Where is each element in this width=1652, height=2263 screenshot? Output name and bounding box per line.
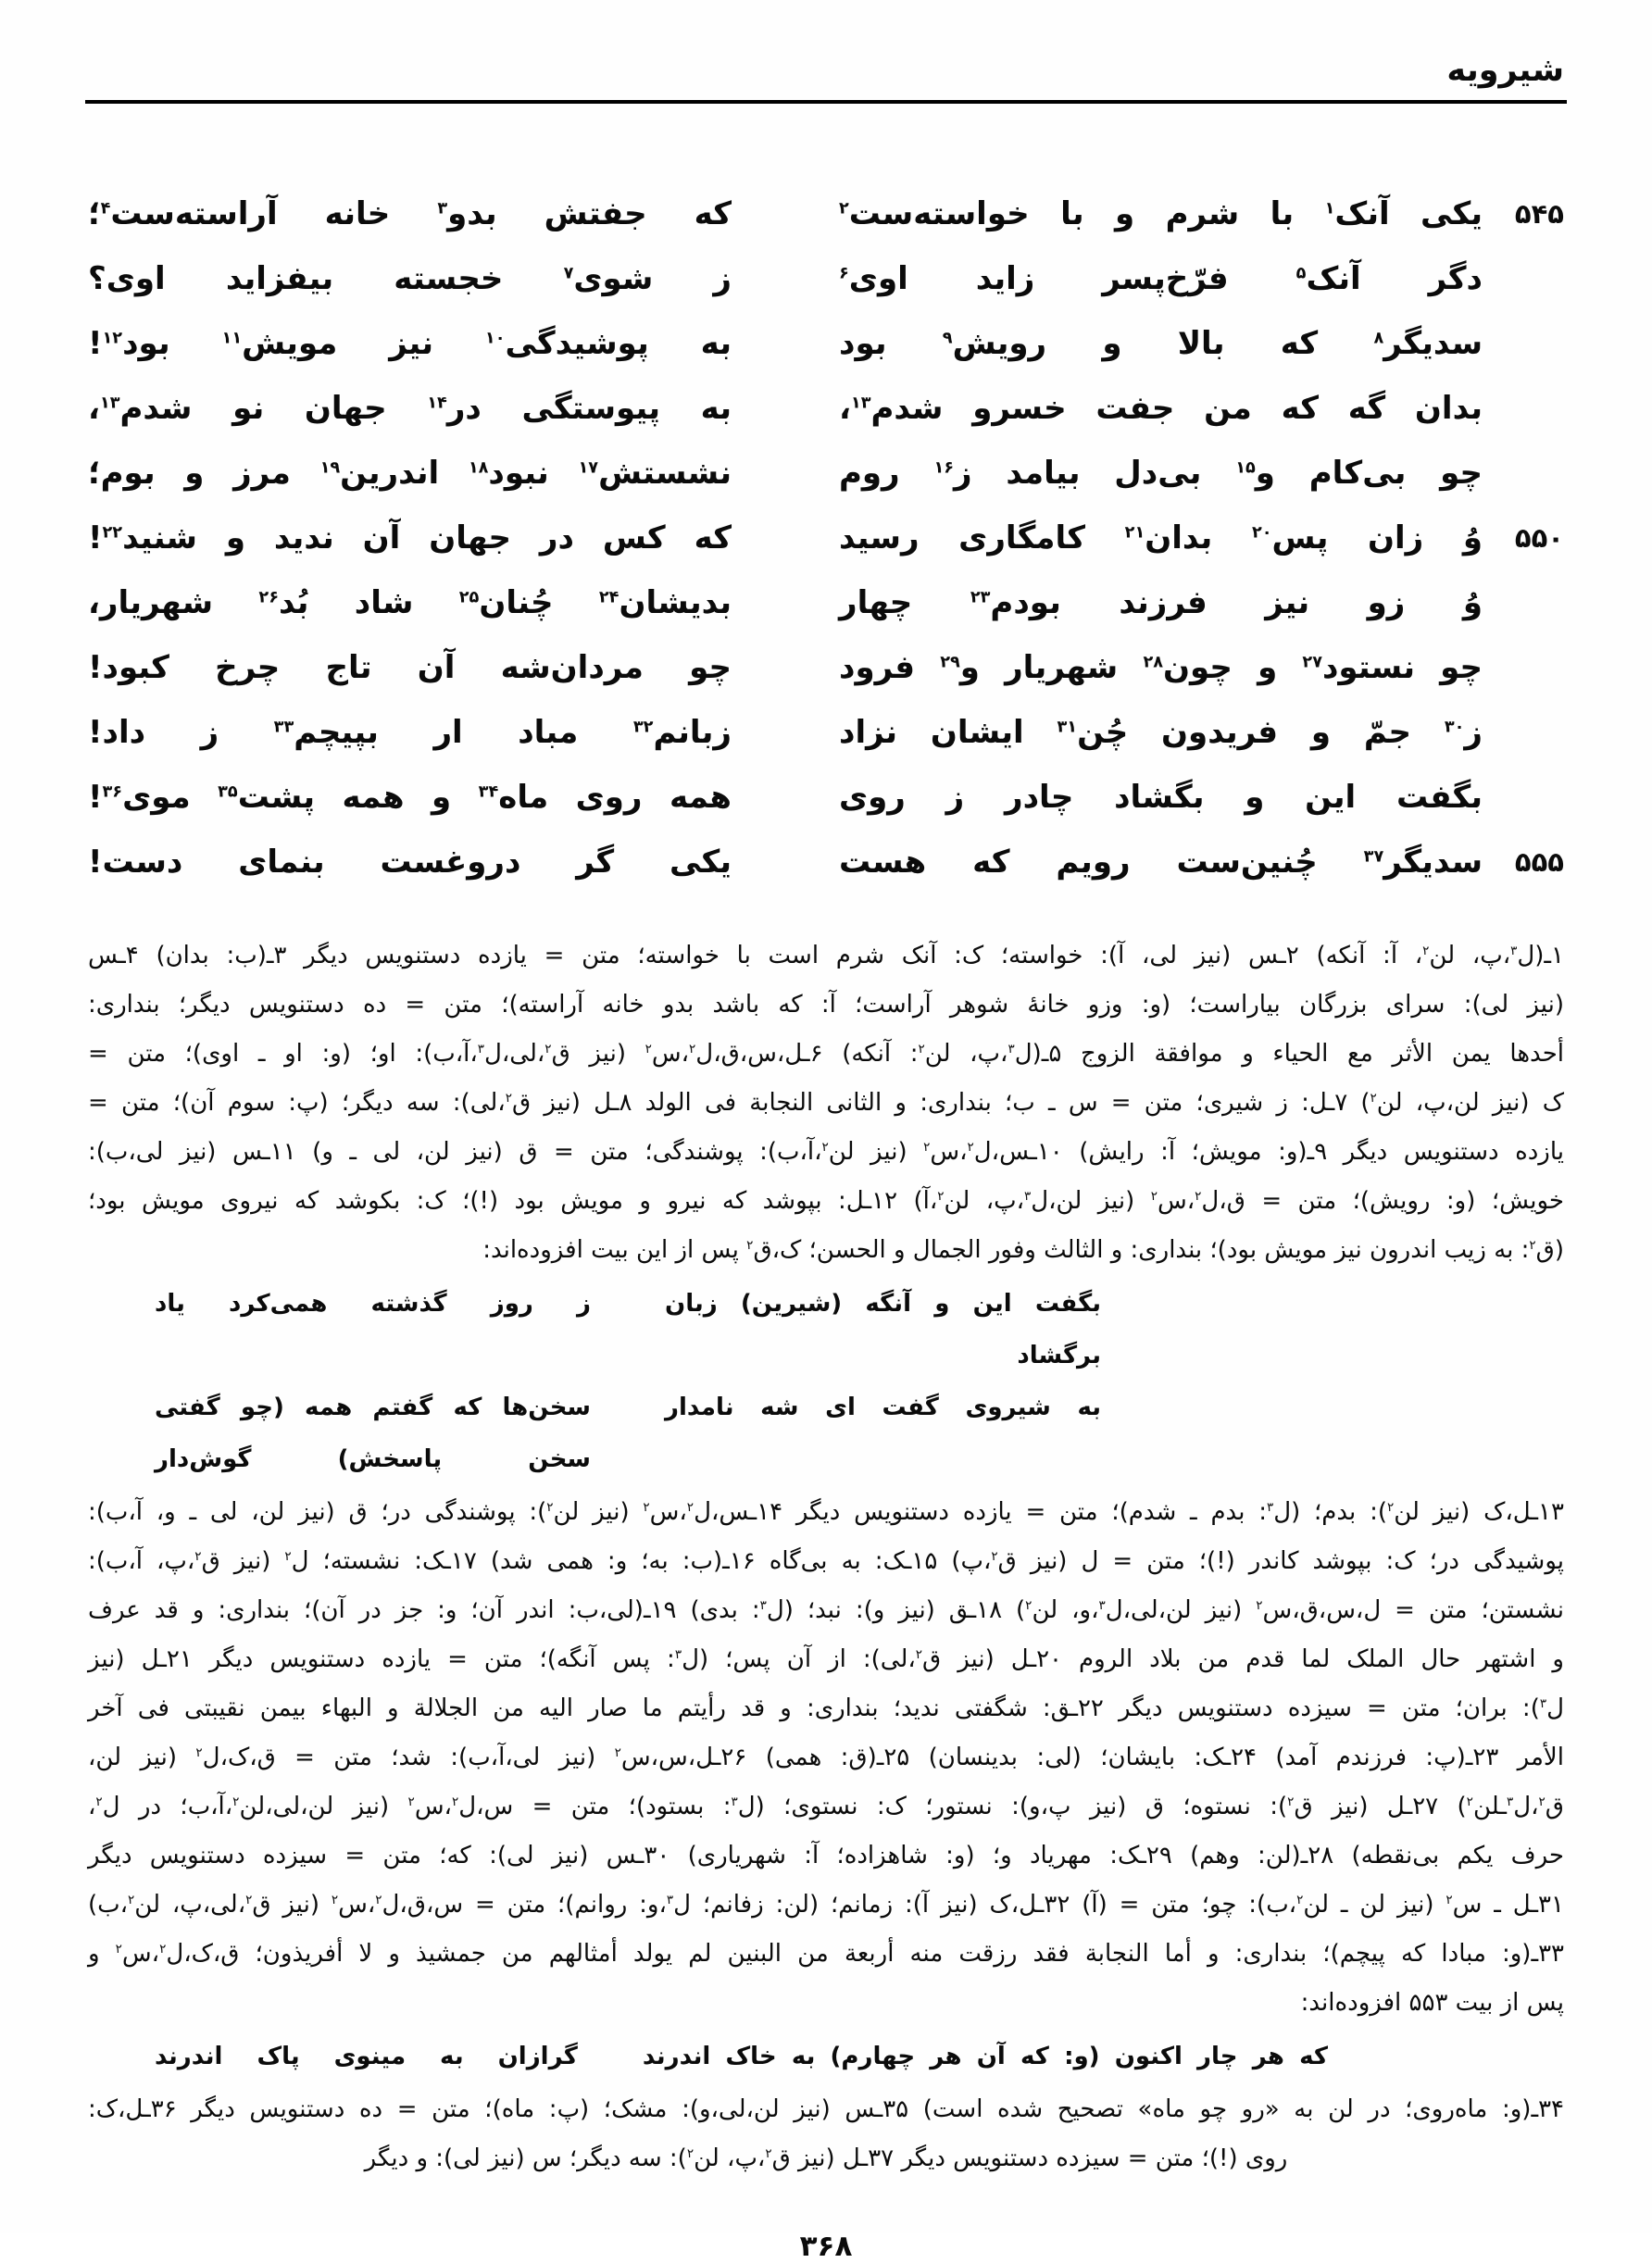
header-rule: [85, 100, 1567, 104]
verse-number: [1483, 441, 1564, 506]
hemistich-left: چو مردان‌شه آن تاج چرخ کبود!: [88, 649, 732, 686]
apparatus-line: أحدها یمن الأثر مع الحیاء و موافقة الزوج ۵ـ(ل$^۳$،پ، لن$^۲$: آنکه) ۶ـل،س،ق،ل$^۲$،س$^۲$ (نیز ق$^۲$،لی،ل$^۳$،آ،ب): او؛ (و: او ـ اوی)؛ متن =: [88, 1040, 1564, 1068]
verse-row: [88, 635, 1564, 700]
hemistich-left: نشستش$^{۱۷}$ نبود$^{۱۸}$ اندرین$^{۱۹}$ مرز و بوم؛: [88, 455, 732, 492]
verse-row: [88, 441, 1564, 506]
apparatus-paragraph-1: [88, 931, 1564, 1275]
apparatus-line: ۱ـ(ل$^۳$،پ، لن$^۲$، آ: آنکه) ۲ـس (نیز لی، آ): خواسته؛ ک: آنک شرم است با خواسته؛ متن = یازده دستنویس دیگر ۳ـ(ب: بدان) ۴ـس: [88, 942, 1564, 969]
apparatus-section: [88, 931, 1564, 2183]
apparatus-line: یازده دستنویس دیگر ۹ـ(و: مویش؛ آ: رایش) ۱۰ـس،ل$^۲$،س$^۲$ (نیز لن$^۲$،آ،ب): پوشندگی؛ متن = ق (نیز لن، لی ـ و) ۱۱ـس (نیز لی،ب):: [88, 1138, 1564, 1166]
verse-number: [1483, 376, 1564, 441]
hemistich-right: چو نستود$^{۲۷}$ و چون$^{۲۸}$ شهریار و$^{۲۹}$ فرود: [839, 649, 1483, 686]
quoted-verse-row: [155, 2031, 1328, 2082]
hemistich-left: بدیشان$^{۲۴}$ چُنان$^{۲۵}$ شاد بُد$^{۲۶}$ شهریار،: [88, 584, 732, 621]
verse-row: [88, 830, 1564, 894]
apparatus-line: و اشتهر حال الملک لما قدم من بلاد الروم ۲۰ـل (نیز ق$^۲$،لی): از آن پس؛ (ل$^۳$: پس آنگه)؛ متن = یازده دستنویس دیگر ۲۱ـل (نیز: [88, 1645, 1564, 1673]
apparatus-line: ل$^۳$): بران؛ متن = سیزده دستنویس دیگر ۲۲ـق: شگفتی ندید؛ بنداری: و قد رأیتم ما صار الیه من الجلالة و البهاء بیمن نقیبتی فی آخر: [88, 1694, 1564, 1722]
apparatus-line: ۱۳ـل،ک (نیز لن$^۲$): بدم؛ (ل$^۳$: بدم ـ شدم)؛ متن = یازده دستنویس دیگر ۱۴ـس،ل$^۲$،س$^۲$ (نیز لن$^۲$): پوشندگی در؛ ق (نیز لن، لی ـ و، آ،ب):: [88, 1498, 1564, 1526]
apparatus-line: ۳۳ـ(و: مبادا که پیچم)؛ بنداری: و أما النجابة فقد رزقت منه أربعة من البنین لم یولد أمثالهم من جمشیذ و لا أفریذون؛ ق،ک،ل$^۲$،س$^۲$ و: [88, 1940, 1564, 1968]
apparatus-line: پس از بیت ۵۵۳ افزوده‌اند:: [1300, 1989, 1564, 2017]
hemistich-left: زبانم$^{۳۲}$ مباد ار بپیچم$^{۳۳}$ ز داد!: [88, 714, 732, 751]
apparatus-line: حرف یکم بی‌نقطه) ۲۸ـ(لن: وهم) ۲۹ـک: مهریاد و؛ (و: شاهزاده؛ آ: شهریاری) ۳۰ـس (نیز لی): که؛ متن = سیزده دستنویس دیگر: [88, 1842, 1564, 1869]
hemistich-right: سدیگر$^۸$ که بالا و رویش$^۹$ بود: [839, 325, 1483, 362]
hemistich-left: به پیوستگی در$^{۱۴}$ جهان نو شدم$^{۱۳}$،: [88, 390, 732, 427]
quoted-hemistich-left: سخن‌ها که گفتم همه (چو گفتی سخن پاسخش) گوش‌دار: [155, 1394, 591, 1473]
verse-number: ۵۴۵: [1514, 198, 1564, 230]
verse-row: [88, 376, 1564, 441]
apparatus-line: (نیز لی): سرای بزرگان بیاراست؛ (و: وزو خانهٔ شوهر آراست؛ آ: که باشد بدو خانه آراسته)؛ متن = ده دستنویس دیگر؛ بنداری:: [88, 991, 1564, 1019]
verse-number: ۵۵۵: [1514, 846, 1564, 878]
hemistich-left: که جفتش بدو$^۳$ خانه آراسته‌ست$^۴$؛: [88, 195, 732, 232]
apparatus-line: ک (نیز لن،پ، لن$^۲$) ۷ـل: ز شیری؛ متن = س ـ ب؛ بنداری: و الثانی النجابة فی الولد ۸ـل (نیز ق$^۲$،لی): سه دیگر؛ (پ: سوم آن)؛ متن =: [88, 1089, 1564, 1117]
verse-row: [88, 181, 1564, 246]
hemistich-left: به پوشیدگی$^{۱۰}$ نیز مویش$^{۱۱}$ بود$^{۱۲}$!: [88, 325, 732, 362]
hemistich-right: دگر آنک$^۵$ فرّخ‌پسر زاید اوی$^۶$: [839, 260, 1483, 297]
apparatus-line: نشستن؛ متن = ل،س،ق،س$^۲$ (نیز لن،لی،ل$^۳$،و، لن$^۲$) ۱۸ـق (نیز و): نبد؛ (ل$^۳$: بدی) ۱۹ـ(لی،ب: اندر آن؛ و: جز در آن)؛ بنداری: و قد عرف: [88, 1596, 1564, 1624]
apparatus-line: ۳۱ـل ـ س$^۲$ (نیز لن ـ لن$^۲$،ب): چو؛ متن = (آ) ۳۲ـل،ک (نیز آ): زمانم؛ (لن: زفانم؛ ل$^۳$،و: روانم)؛ متن = س،ق،ل$^۲$،س$^۲$ (نیز ق$^۲$،لی،پ، لن$^۲$،ب): [88, 1891, 1564, 1919]
apparatus-line: خویش؛ (و: رویش)؛ متن = ق،ل$^۲$،س$^۲$ (نیز لن،ل$^۳$،پ، لن$^۲$،آ) ۱۲ـل: بپوشد که نیرو و مویش بود (!)؛ ک: بکوشد که نیروی مویش بود؛: [88, 1187, 1564, 1215]
verse-number: [1483, 635, 1564, 700]
hemistich-right: بگفت این و بگشاد چادر ز روی: [839, 779, 1483, 816]
page-footer: [0, 2230, 1652, 2263]
apparatus-line: (ق$^۲$: به زیب اندرون نیز مویش بود)؛ بنداری: و الثالث وفور الجمال و الحسن؛ ک،ق$^۲$ پس از این بیت افزوده‌اند:: [482, 1236, 1564, 1264]
verse-number: [1483, 700, 1564, 765]
quoted-verse-row: [155, 1382, 1101, 1485]
page-number: ۳۶۸: [799, 2230, 853, 2263]
verse-row: [88, 506, 1564, 570]
quoted-verse-row: [155, 1278, 1101, 1382]
hemistich-left: یکی گر دروغست بنمای دست!: [88, 844, 732, 881]
page-header: [0, 0, 1652, 100]
verse-row: [88, 700, 1564, 765]
hemistich-left: ز شوی$^۷$ خجسته بیفزاید اوی؟: [88, 260, 732, 297]
verse-number: [1483, 570, 1564, 635]
hemistich-right: وُ زان پس$^{۲۰}$ بدان$^{۲۱}$ کامگاری رسید: [839, 519, 1483, 556]
hemistich-right: وُ زو نیز فرزند بودم$^{۲۳}$ چهار: [839, 584, 1483, 621]
apparatus-quoted-couplet-1: [88, 1278, 1564, 1485]
poem-section: [88, 181, 1564, 894]
verse-row: [88, 765, 1564, 830]
verse-number: [1483, 246, 1564, 311]
verse-row: [88, 570, 1564, 635]
hemistich-right: یکی آنک$^۱$ با شرم و با خواسته‌ست$^۲$: [839, 195, 1483, 232]
apparatus-paragraph-3: [88, 2085, 1564, 2183]
hemistich-left: که کس در جهان آن ندید و شنید$^{۲۲}$!: [88, 519, 732, 556]
quoted-hemistich-left: گرازان به مینوی پاک اندرند: [155, 2043, 578, 2070]
apparatus-paragraph-2: [88, 1488, 1564, 2028]
apparatus-line: ۳۴ـ(و: ماه‌روی؛ در لن به «رو چو ماه» تصحیح شده است) ۳۵ـس (نیز لن،لی،و): مشک؛ (پ: ماه)؛ متن = ده دستنویس دیگر ۳۶ـل،ک:: [88, 2095, 1564, 2123]
apparatus-line: الأمر ۲۳ـ(پ: فرزندم آمد) ۲۴ـک: بایشان؛ (لی: بدینسان) ۲۵ـ(ق: همی) ۲۶ـل،س،س$^۲$ (نیز لی،آ،ب): شد؛ متن = ق،ک،ل$^۲$ (نیز لن،: [88, 1744, 1564, 1771]
quoted-hemistich-right: که هر چار اکنون (و: که آن هر چهارم) به خاک اندرند: [642, 2043, 1328, 2070]
apparatus-line: ق$^۲$،ل$^۳$ـلن$^۲$) ۲۷ـل (نیز ق$^۲$): نستوه؛ ق (نیز پ،و): نستور؛ ک: نستوی؛ (ل$^۳$: بستود)؛ متن = س،ل$^۲$،س$^۲$ (نیز لن،لی،لن$^۲$،آ،ب؛ در ل$^۲$،: [88, 1793, 1564, 1820]
running-header-title: شیرویه: [1446, 52, 1564, 89]
hemistich-right: ز$^{۳۰}$ جمّ و فریدون چُن$^{۳۱}$ ایشان نزاد: [839, 714, 1483, 751]
hemistich-right: سدیگر$^{۳۷}$ چُنین‌ست رویم که هست: [839, 844, 1483, 881]
apparatus-quoted-couplet-2: [88, 2031, 1564, 2082]
verse-row: [88, 246, 1564, 311]
quoted-hemistich-right: بگفت این و آنگه (شیرین) زبان برگشاد: [665, 1290, 1101, 1369]
quoted-hemistich-left: ز روز گذشته همی‌کرد یاد: [155, 1290, 591, 1318]
apparatus-line: روی (!)؛ متن = سیزده دستنویس دیگر ۳۷ـل (نیز ق$^۲$،پ، لن$^۲$): سه دیگر؛ س (نیز لی): و دیگر: [364, 2144, 1288, 2172]
verse-number: ۵۵۰: [1514, 522, 1564, 554]
hemistich-right: بدان گه که من جفت خسرو شدم$^{۱۳}$،: [839, 390, 1483, 427]
hemistich-left: همه روی ماه$^{۳۴}$ و همه پشت$^{۳۵}$ موی$^{۳۶}$!: [88, 779, 732, 816]
quoted-hemistich-right: به شیروی گفت ای شه نامدار: [665, 1394, 1101, 1421]
apparatus-line: پوشیدگی در؛ ک: بپوشد کاندر (!)؛ متن = ل (نیز ق$^۲$،پ) ۱۵ـک: به بی‌گاه ۱۶ـ(ب: به؛ و: همی شد) ۱۷ـک: نشسته؛ ل$^۲$ (نیز ق$^۲$،پ، آ،ب):: [88, 1547, 1565, 1575]
hemistich-right: چو بی‌کام و$^{۱۵}$ بی‌دل بیامد ز$^{۱۶}$ روم: [839, 455, 1483, 492]
verse-number: [1483, 765, 1564, 830]
verse-row: [88, 311, 1564, 376]
verse-number: [1483, 311, 1564, 376]
